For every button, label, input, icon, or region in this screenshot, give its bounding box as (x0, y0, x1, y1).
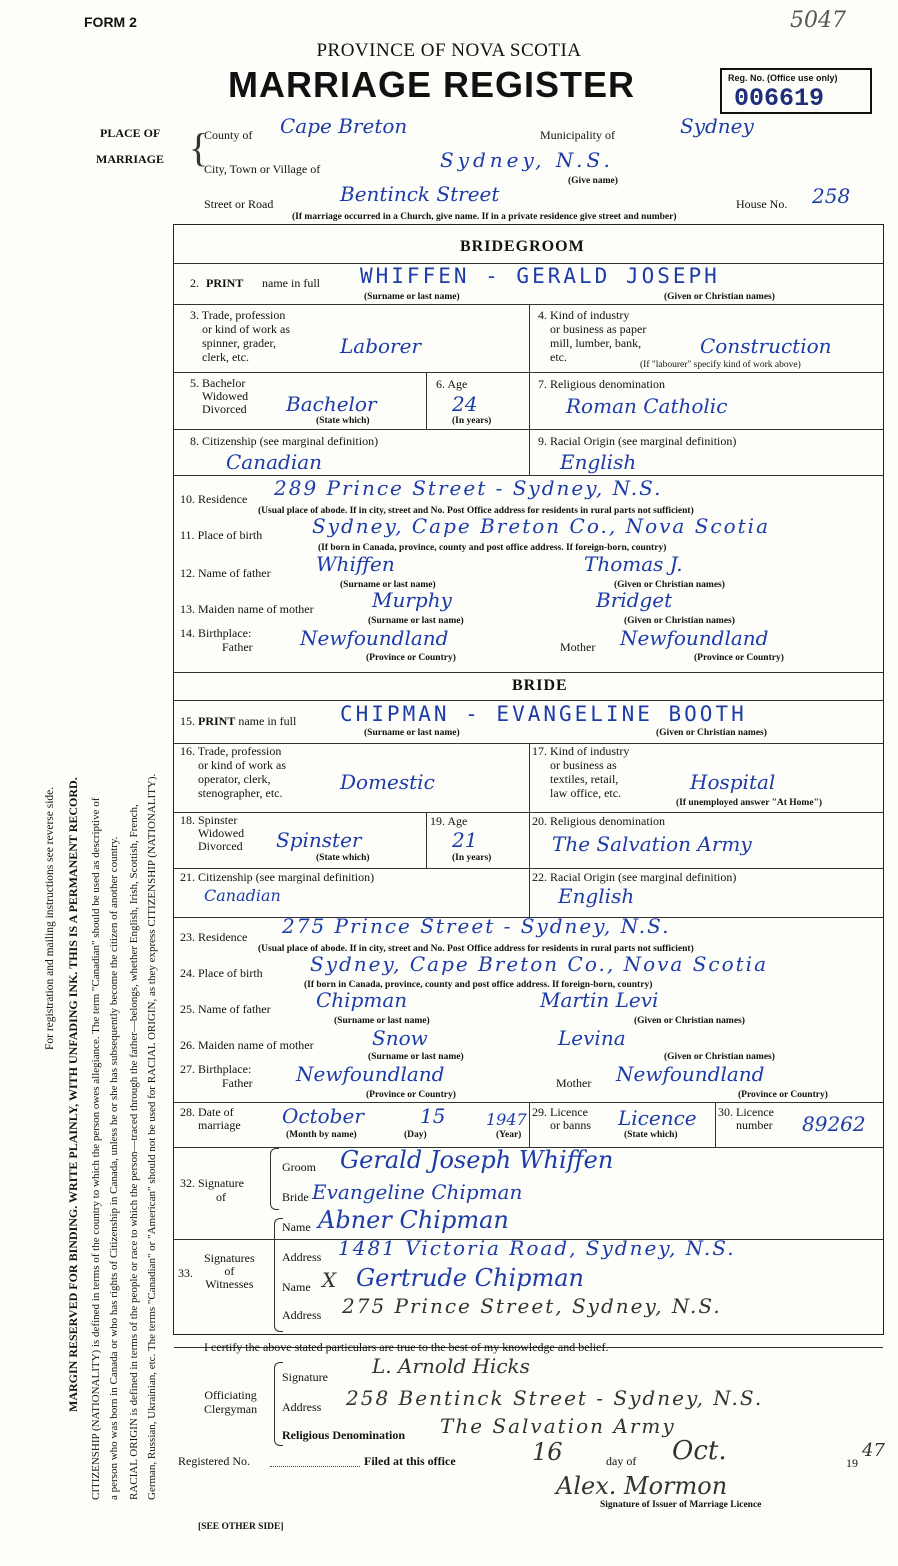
year-hint: (Year) (496, 1130, 522, 1140)
bride-status-hint: (State which) (316, 853, 370, 863)
bride-mother-given-hint: (Given or Christian names) (664, 1052, 775, 1062)
form-label: FORM 2 (84, 14, 137, 30)
f17-l3: textiles, retail, (550, 772, 619, 786)
field-13-label: 13. Maiden name of mother (180, 602, 314, 616)
day-of-label: day of (606, 1454, 637, 1468)
field-2-number: 2. (190, 276, 199, 290)
margin-instructions: For registration and mailing instructions see reverse side. (44, 786, 56, 1050)
field-33-label (204, 1252, 255, 1291)
bride-age-hint: (In years) (452, 853, 492, 863)
top-number: 5047 (790, 8, 846, 33)
bride-racial: English (558, 884, 635, 908)
reg-number-box (720, 68, 872, 114)
field-22-label: 22. Racial Origin (see marginal definition) (532, 870, 737, 884)
clergy-denom-label: Religious Denomination (282, 1428, 406, 1442)
f28-l2: marriage (198, 1118, 241, 1132)
field-9-label: 9. Racial Origin (see marginal definition) (538, 434, 737, 448)
f7-l: Religious denomination (550, 377, 665, 391)
groom-sig-label: Groom (282, 1160, 316, 1174)
clergy-address: 258 Bentinck Street - Sydney, N.S. (346, 1386, 764, 1410)
f3-l3: spinner, grader, (202, 336, 277, 350)
bride-mother-label: Mother (556, 1076, 592, 1090)
groom-residence-hint: (Usual place of abode. If in city, street and No. Post Office address for residents in rural parts not sufficient) (258, 506, 694, 516)
see-other-side: [SEE OTHER SIDE] (198, 1522, 284, 1532)
field-29-label: 29. Licence or banns (532, 1105, 591, 1132)
f5-l1: Bachelor (202, 376, 246, 390)
f10-l: Residence (198, 492, 248, 506)
city-value: Sydney, N.S. (440, 148, 614, 172)
margin-binding-note: MARGIN RESERVED FOR BINDING. WRITE PLAINLY, WITH UNFADING INK. THIS IS A PERMANENT RECORD. (66, 777, 80, 1412)
field-4-label: 4. Kind of industry or business as paper mill, lumber, bank, etc. (538, 308, 647, 364)
groom-mother-birthplace: Newfoundland (620, 626, 769, 650)
margin-citizenship-2: a person who was born in Canada or who has rights of Citizenship in Canada, unless he or she has subsequently become the citizen of another country. (108, 836, 120, 1500)
field-23-label: 23. Residence (180, 930, 248, 944)
f4-l3: mill, lumber, bank, (550, 336, 642, 350)
f29-l1: Licence (550, 1105, 588, 1119)
f33-l2: of (224, 1264, 235, 1278)
bride-given-hint: (Given or Christian names) (656, 728, 767, 738)
f27-l2: Father (222, 1076, 253, 1090)
margin-racial-1: RACIAL ORIGIN is defined in terms of the people or race to which the person—traced through the father—belongs, whether English, Irish, Scottish, French, (128, 804, 140, 1500)
f22-l: Racial Origin (see marginal definition) (550, 870, 737, 884)
marriage-year: 1947 (486, 1110, 527, 1129)
w1-address-label: Address (282, 1250, 322, 1264)
groom-father-given: Thomas J. (584, 552, 683, 576)
groom-mother-given: Bridget (596, 588, 673, 612)
field-21-label: 21. Citizenship (see marginal definition) (180, 870, 375, 884)
bride-citizenship: Canadian (204, 886, 281, 905)
city-label: City, Town or Village of (204, 162, 321, 176)
field-2-print: PRINT (206, 276, 244, 290)
county-value: Cape Breton (280, 114, 408, 138)
place-note: (If marriage occurred in a Church, give name. If in a private residence give street and number) (292, 212, 677, 222)
f17-l4: law office, etc. (550, 786, 622, 800)
municipality-value: Sydney (680, 114, 754, 138)
field-14-label: 14. Birthplace: Father (180, 626, 253, 654)
groom-age-hint: (In years) (452, 416, 492, 426)
bride-name: CHIPMAN - EVANGELINE BOOTH (340, 702, 747, 726)
groom-status-hint: (State which) (316, 416, 370, 426)
f33-l3: Witnesses (205, 1277, 254, 1291)
bride-industry-hint: (If unemployed answer "At Home") (676, 798, 823, 808)
groom-signature: Gerald Joseph Whiffen (340, 1146, 614, 1174)
certify-statement: I certify the above stated particulars are true to the best of my knowledge and belief. (204, 1340, 609, 1354)
field-32-label: 32. Signature of (180, 1176, 244, 1204)
father-given-hint: (Given or Christian names) (614, 580, 725, 590)
field-19-label: 19. Age (430, 814, 468, 828)
clergy-label (204, 1388, 257, 1416)
mother-prov-hint: (Province or Country) (694, 653, 784, 663)
groom-surname-hint: (Surname or last name) (364, 292, 460, 302)
f17-l1: Kind of industry (550, 744, 630, 758)
f16-l2: or kind of work as (198, 758, 286, 772)
bride-surname-hint: (Surname or last name) (364, 728, 460, 738)
clergy-l2: Clergyman (204, 1402, 258, 1416)
field-7-label: 7. Religious denomination (538, 377, 665, 391)
groom-mother-surname: Murphy (372, 588, 452, 612)
bride-father-given: Martin Levi (540, 988, 659, 1012)
field-12-label: 12. Name of father (180, 566, 271, 580)
field-15-label: 15. PRINT name in full (180, 714, 297, 728)
groom-mother-label: Mother (560, 640, 596, 654)
bride-birthplace-hint: (If born in Canada, province, county and post office address. If foreign-born, country) (304, 980, 653, 990)
field-16-label: 16. Trade, profession or kind of work as operator, clerk, stenographer, etc. (180, 744, 286, 800)
f16-l4: stenographer, etc. (198, 786, 283, 800)
city-hint: (Give name) (568, 176, 618, 186)
bride-status: Spinster (276, 828, 362, 852)
registered-line (270, 1466, 360, 1467)
w2-address-label: Address (282, 1308, 322, 1322)
house-label: House No. (736, 197, 788, 211)
f8-l: Citizenship (see marginal definition) (202, 434, 379, 448)
f14-l2: Father (222, 640, 253, 654)
field-30-label: 30. Licence number (718, 1105, 774, 1132)
bride-religion: The Salvation Army (552, 832, 752, 856)
bride-mother-surname: Snow (372, 1026, 428, 1050)
bride-mother-given: Levina (558, 1026, 626, 1050)
f14-l1: Birthplace: (198, 626, 252, 640)
bride-signature: Evangeline Chipman (312, 1180, 523, 1204)
field-3-label: 3. Trade, profession or kind of work as spinner, grader, clerk, etc. (190, 308, 290, 364)
page-title: MARRIAGE REGISTER (228, 64, 636, 105)
margin-citizenship-1: CITIZENSHIP (NATIONALITY) is defined in terms of the country to which the person owes allegiance. The term "Canadian" should be used as descriptive of (90, 797, 102, 1500)
groom-given-hint: (Given or Christian names) (664, 292, 775, 302)
reg-number: 006619 (734, 84, 825, 113)
w1-name-label: Name (282, 1220, 311, 1234)
field-2-label: name in full (262, 276, 320, 290)
field-8-label: 8. Citizenship (see marginal definition) (190, 434, 379, 448)
f17-l2: or business as (550, 758, 617, 772)
filed-year: 47 (862, 1440, 885, 1461)
f18-l3: Divorced (198, 839, 243, 853)
father-prov-hint: (Province or Country) (366, 653, 456, 663)
street-label: Street or Road (204, 197, 274, 211)
f3-l1: Trade, profession (201, 308, 286, 322)
f4-l1: Kind of industry (550, 308, 630, 322)
f33-l1: Signatures (204, 1251, 255, 1265)
f15-l: name in full (238, 714, 297, 728)
bride-father-surname: Chipman (316, 988, 408, 1012)
licence-type-hint: (State which) (624, 1130, 678, 1140)
f16-l1: Trade, profession (197, 744, 282, 758)
clergy-l1: Officiating (204, 1388, 257, 1402)
groom-birthplace-hint: (If born in Canada, province, county and post office address. If foreign-born, country) (318, 543, 667, 553)
filed-label: Filed at this office (364, 1454, 456, 1468)
groom-age: 24 (452, 392, 478, 416)
field-26-label: 26. Maiden name of mother (180, 1038, 314, 1052)
f32-l2: of (216, 1190, 226, 1204)
father-surname-hint: (Surname or last name) (340, 580, 436, 590)
groom-industry: Construction (700, 334, 832, 358)
groom-residence: 289 Prince Street - Sydney, N.S. (274, 476, 663, 500)
clergy-signature: L. Arnold Hicks (372, 1354, 530, 1378)
witness-1-name: Abner Chipman (318, 1206, 509, 1234)
margin-racial-2: German, Russian, Ukrainian, etc. The terms "Canadian" or "American" should not be used for RACIAL ORIGIN, as they express CITIZENSHIP (NATIONALITY). (146, 773, 158, 1500)
bride-industry: Hospital (690, 770, 776, 794)
field-28-label: 28. Date of marriage (180, 1105, 241, 1132)
bride-father-birthplace: Newfoundland (296, 1062, 445, 1086)
house-value: 258 (812, 184, 851, 208)
issuer-signature: Alex. Mormon (556, 1472, 728, 1500)
bride-age: 21 (452, 828, 478, 852)
groom-status: Bachelor (286, 392, 377, 416)
f20-l: Religious denomination (550, 814, 665, 828)
field-27-label: 27. Birthplace: Father (180, 1062, 253, 1090)
place-label-1: PLACE OF (100, 126, 161, 140)
f15-print: PRINT (198, 714, 236, 728)
field-33-num: 33. (178, 1266, 193, 1280)
f19-l: Age (447, 814, 468, 828)
province-heading: PROVINCE OF NOVA SCOTIA (316, 40, 582, 61)
f28-l1: Date of (198, 1105, 234, 1119)
f11-l: Place of birth (197, 528, 263, 542)
clergy-denomination: The Salvation Army (440, 1414, 676, 1438)
f5-l3: Divorced (202, 402, 247, 416)
field-6-label: 6. Age (436, 377, 468, 391)
field-18-label: 18. Spinster Widowed Divorced (180, 813, 245, 853)
witness-2-mark: X (322, 1268, 337, 1292)
f29-l2: or banns (550, 1118, 591, 1132)
f3-l2: or kind of work as (202, 322, 290, 336)
f26-l: Maiden name of mother (198, 1038, 314, 1052)
witness-2-name: Gertrude Chipman (356, 1264, 584, 1292)
f18-l2: Widowed (198, 826, 245, 840)
filed-day: 16 (532, 1438, 563, 1466)
marriage-day: 15 (420, 1104, 446, 1128)
bride-father-prov-hint: (Province or Country) (366, 1090, 456, 1100)
groom-father-surname: Whiffen (316, 552, 395, 576)
groom-birthplace: Sydney, Cape Breton Co., Nova Scotia (312, 514, 770, 538)
bride-residence: 275 Prince Street - Sydney, N.S. (282, 914, 671, 938)
f13-l: Maiden name of mother (198, 602, 314, 616)
field-17-label: 17. Kind of industry or business as textiles, retail, law office, etc. (532, 744, 630, 800)
f30-l1: Licence (736, 1105, 774, 1119)
f16-l3: operator, clerk, (198, 772, 271, 786)
marriage-month: October (282, 1104, 364, 1128)
place-brace: { (189, 125, 209, 170)
groom-industry-hint: (If "labourer" specify kind of work above) (640, 360, 801, 370)
section-bridegroom: BRIDEGROOM (460, 238, 585, 255)
field-5-label: 5. Bachelor Widowed Divorced (190, 376, 249, 416)
f21-l: Citizenship (see marginal definition) (198, 870, 375, 884)
mother-surname-hint: (Surname or last name) (368, 616, 464, 626)
f24-l: Place of birth (198, 966, 263, 980)
groom-racial: English (560, 450, 637, 474)
groom-trade: Laborer (340, 334, 422, 358)
bride-mother-birthplace: Newfoundland (616, 1062, 765, 1086)
groom-religion: Roman Catholic (566, 394, 728, 418)
municipality-label: Municipality of (540, 128, 615, 142)
field-20-label: 20. Religious denomination (532, 814, 665, 828)
section-bride: BRIDE (512, 677, 568, 694)
groom-citizenship: Canadian (226, 450, 323, 474)
clergy-address-label: Address (282, 1400, 322, 1414)
f4-l4: etc. (550, 350, 567, 364)
f4-l2: or business as paper (550, 322, 647, 336)
w2-name-label: Name (282, 1280, 311, 1294)
licence-number: 89262 (802, 1112, 866, 1136)
street-value: Bentinck Street (340, 182, 500, 206)
year-prefix: 19 (846, 1456, 858, 1470)
licence-type: Licence (618, 1106, 697, 1130)
groom-name: WHIFFEN - GERALD JOSEPH (360, 264, 720, 288)
reg-label: Reg. No. (Office use only) (728, 73, 838, 83)
mother-given-hint: (Given or Christian names) (624, 616, 735, 626)
issuer-label: Signature of Issuer of Marriage Licence (600, 1500, 762, 1510)
f23-l: Residence (198, 930, 248, 944)
f6-l: Age (447, 377, 468, 391)
f27-l1: Birthplace: (198, 1062, 252, 1076)
f5-l2: Widowed (202, 389, 249, 403)
bride-mother-surname-hint: (Surname or last name) (368, 1052, 464, 1062)
field-11-label: 11. Place of birth (180, 528, 263, 542)
bride-father-surname-hint: (Surname or last name) (334, 1016, 430, 1026)
f25-l: Name of father (198, 1002, 271, 1016)
f12-l: Name of father (198, 566, 271, 580)
witness-1-address: 1481 Victoria Road, Sydney, N.S. (338, 1236, 736, 1260)
place-label-2: MARRIAGE (96, 152, 164, 166)
groom-bride-bracket (270, 1148, 279, 1210)
day-hint: (Day) (404, 1130, 427, 1140)
filed-month: Oct. (672, 1436, 727, 1466)
groom-father-birthplace: Newfoundland (300, 626, 449, 650)
witness-2-address: 275 Prince Street, Sydney, N.S. (342, 1294, 722, 1318)
field-10-label: 10. Residence (180, 492, 248, 506)
field-25-label: 25. Name of father (180, 1002, 271, 1016)
field-24-label: 24. Place of birth (180, 966, 263, 980)
bride-trade: Domestic (340, 770, 435, 794)
f18-l1: Spinster (198, 813, 238, 827)
f32-l1: Signature (198, 1176, 244, 1190)
bride-birthplace: Sydney, Cape Breton Co., Nova Scotia (310, 952, 768, 976)
bride-father-given-hint: (Given or Christian names) (634, 1016, 745, 1026)
f9-l: Racial Origin (see marginal definition) (550, 434, 737, 448)
f30-l2: number (736, 1118, 773, 1132)
bride-residence-hint: (Usual place of abode. If in city, street and No. Post Office address for residents in rural parts not sufficient) (258, 944, 694, 954)
registered-label: Registered No. (178, 1454, 250, 1468)
bride-mother-prov-hint: (Province or Country) (738, 1090, 828, 1100)
county-label: County of (204, 128, 253, 142)
clergy-signature-label: Signature (282, 1370, 328, 1384)
month-hint: (Month by name) (286, 1130, 357, 1140)
bride-sig-label: Bride (282, 1190, 309, 1204)
f3-l4: clerk, etc. (202, 350, 249, 364)
